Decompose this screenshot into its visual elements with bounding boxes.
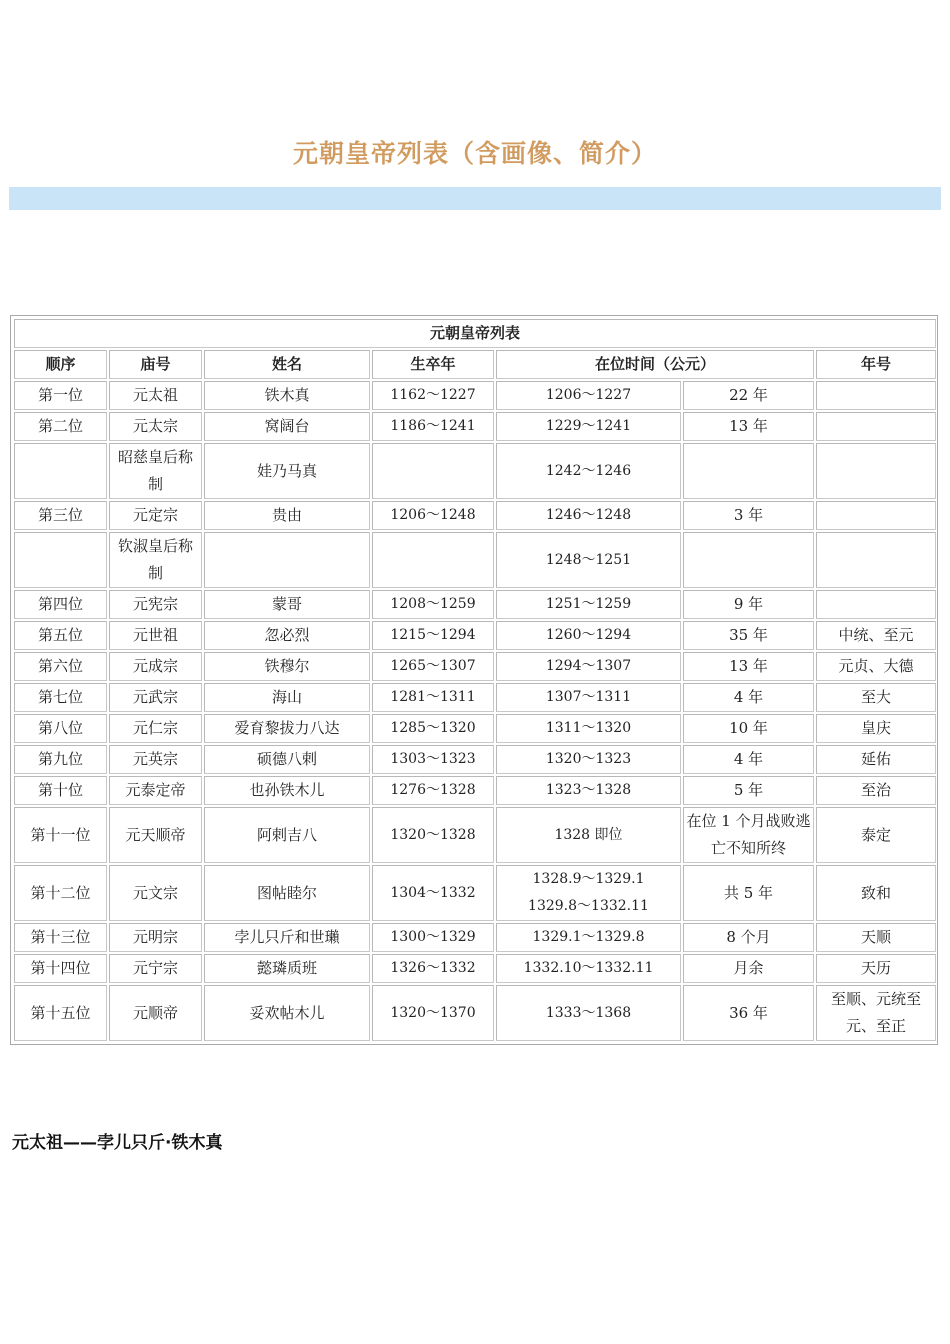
table-row bbox=[14, 621, 936, 650]
table-row bbox=[14, 590, 936, 619]
table-row bbox=[14, 652, 936, 681]
cell-temple-name: 元英宗 bbox=[109, 745, 202, 774]
cell-order: 第四位 bbox=[14, 590, 107, 619]
cell-temple-name: 元定宗 bbox=[109, 501, 202, 530]
table-row bbox=[14, 443, 936, 499]
cell-order: 第十五位 bbox=[14, 985, 107, 1041]
cell-temple-name: 元顺帝 bbox=[109, 985, 202, 1041]
cell-order: 第七位 bbox=[14, 683, 107, 712]
cell-order: 第二位 bbox=[14, 412, 107, 441]
cell-era: 天历 bbox=[816, 954, 936, 983]
cell-temple-name: 元天顺帝 bbox=[109, 807, 202, 863]
cell-name: 懿璘质班 bbox=[204, 954, 370, 983]
cell-lifespan: 1215～1294 bbox=[372, 621, 494, 650]
cell-name: 爱育黎拔力八达 bbox=[204, 714, 370, 743]
cell-name: 铁穆尔 bbox=[204, 652, 370, 681]
cell-era: 至大 bbox=[816, 683, 936, 712]
cell-reign: 1332.10～1332.11 bbox=[496, 954, 681, 983]
cell-lifespan: 1320～1328 bbox=[372, 807, 494, 863]
header-name: 姓名 bbox=[204, 350, 370, 379]
cell-order: 第十三位 bbox=[14, 923, 107, 952]
cell-temple-name: 昭慈皇后称制 bbox=[109, 443, 202, 499]
cell-temple-name: 元泰定帝 bbox=[109, 776, 202, 805]
header-era: 年号 bbox=[816, 350, 936, 379]
cell-name: 蒙哥 bbox=[204, 590, 370, 619]
table-row bbox=[14, 683, 936, 712]
cell-duration: 22 年 bbox=[683, 381, 814, 410]
cell-era: 天顺 bbox=[816, 923, 936, 952]
cell-temple-name: 元世祖 bbox=[109, 621, 202, 650]
cell-duration: 3 年 bbox=[683, 501, 814, 530]
cell-name: 铁木真 bbox=[204, 381, 370, 410]
cell-name: 孛儿只斤和世瓎 bbox=[204, 923, 370, 952]
cell-lifespan: 1320～1370 bbox=[372, 985, 494, 1041]
cell-lifespan: 1300～1329 bbox=[372, 923, 494, 952]
cell-era: 至治 bbox=[816, 776, 936, 805]
section-heading: 元太祖——孛儿只斤·铁木真 bbox=[12, 1133, 223, 1153]
cell-name: 也孙铁木儿 bbox=[204, 776, 370, 805]
cell-duration: 共 5 年 bbox=[683, 865, 814, 921]
cell-name: 忽必烈 bbox=[204, 621, 370, 650]
table-row bbox=[14, 985, 936, 1041]
cell-duration: 36 年 bbox=[683, 985, 814, 1041]
cell-lifespan: 1326～1332 bbox=[372, 954, 494, 983]
cell-era bbox=[816, 532, 936, 588]
cell-reign: 1229～1241 bbox=[496, 412, 681, 441]
cell-order: 第一位 bbox=[14, 381, 107, 410]
table-row bbox=[14, 807, 936, 863]
cell-reign: 1307～1311 bbox=[496, 683, 681, 712]
table-row bbox=[14, 776, 936, 805]
cell-lifespan: 1162～1227 bbox=[372, 381, 494, 410]
table-caption: 元朝皇帝列表 bbox=[14, 319, 936, 348]
cell-lifespan: 1206～1248 bbox=[372, 501, 494, 530]
table-row bbox=[14, 745, 936, 774]
cell-lifespan: 1186～1241 bbox=[372, 412, 494, 441]
cell-duration bbox=[683, 532, 814, 588]
page-title: 元朝皇帝列表（含画像、简介） bbox=[292, 139, 657, 168]
cell-order: 第三位 bbox=[14, 501, 107, 530]
cell-reign: 1311～1320 bbox=[496, 714, 681, 743]
cell-duration: 13 年 bbox=[683, 652, 814, 681]
cell-duration: 9 年 bbox=[683, 590, 814, 619]
cell-lifespan bbox=[372, 443, 494, 499]
cell-era: 皇庆 bbox=[816, 714, 936, 743]
cell-order: 第八位 bbox=[14, 714, 107, 743]
cell-reign: 1260～1294 bbox=[496, 621, 681, 650]
title-divider-bar bbox=[9, 187, 941, 210]
cell-duration: 35 年 bbox=[683, 621, 814, 650]
table-row bbox=[14, 714, 936, 743]
cell-duration: 在位 1 个月战败逃亡不知所终 bbox=[683, 807, 814, 863]
cell-reign: 1329.1～1329.8 bbox=[496, 923, 681, 952]
cell-reign: 1320～1323 bbox=[496, 745, 681, 774]
cell-name: 娃乃马真 bbox=[204, 443, 370, 499]
cell-lifespan: 1276～1328 bbox=[372, 776, 494, 805]
cell-order bbox=[14, 443, 107, 499]
cell-reign: 1328.9～1329.1 1329.8～1332.11 bbox=[496, 865, 681, 921]
cell-era: 中统、至元 bbox=[816, 621, 936, 650]
table-row bbox=[14, 532, 936, 588]
cell-reign: 1206～1227 bbox=[496, 381, 681, 410]
cell-order: 第十二位 bbox=[14, 865, 107, 921]
table-row bbox=[14, 923, 936, 952]
cell-reign: 1328 即位 bbox=[496, 807, 681, 863]
cell-lifespan: 1303～1323 bbox=[372, 745, 494, 774]
cell-era: 延佑 bbox=[816, 745, 936, 774]
cell-lifespan bbox=[372, 532, 494, 588]
header-reign: 在位时间（公元） bbox=[496, 350, 814, 379]
header-order: 顺序 bbox=[14, 350, 107, 379]
table-row bbox=[14, 865, 936, 921]
cell-order bbox=[14, 532, 107, 588]
table-body bbox=[14, 381, 936, 1041]
cell-duration: 8 个月 bbox=[683, 923, 814, 952]
cell-lifespan: 1208～1259 bbox=[372, 590, 494, 619]
cell-reign: 1294～1307 bbox=[496, 652, 681, 681]
cell-name: 窝阔台 bbox=[204, 412, 370, 441]
cell-reign: 1323～1328 bbox=[496, 776, 681, 805]
cell-era bbox=[816, 412, 936, 441]
cell-duration: 13 年 bbox=[683, 412, 814, 441]
cell-name: 海山 bbox=[204, 683, 370, 712]
cell-lifespan: 1265～1307 bbox=[372, 652, 494, 681]
cell-duration bbox=[683, 443, 814, 499]
cell-era bbox=[816, 381, 936, 410]
cell-temple-name: 元武宗 bbox=[109, 683, 202, 712]
cell-temple-name: 钦淑皇后称制 bbox=[109, 532, 202, 588]
cell-order: 第十四位 bbox=[14, 954, 107, 983]
cell-temple-name: 元太祖 bbox=[109, 381, 202, 410]
cell-temple-name: 元太宗 bbox=[109, 412, 202, 441]
table-header-row bbox=[14, 350, 936, 379]
cell-name: 妥欢帖木儿 bbox=[204, 985, 370, 1041]
cell-reign: 1333～1368 bbox=[496, 985, 681, 1041]
cell-lifespan: 1285～1320 bbox=[372, 714, 494, 743]
cell-order: 第九位 bbox=[14, 745, 107, 774]
cell-name: 图帖睦尔 bbox=[204, 865, 370, 921]
cell-order: 第十一位 bbox=[14, 807, 107, 863]
emperor-table-frame bbox=[10, 315, 938, 1045]
cell-temple-name: 元宪宗 bbox=[109, 590, 202, 619]
cell-era: 泰定 bbox=[816, 807, 936, 863]
cell-temple-name: 元明宗 bbox=[109, 923, 202, 952]
cell-temple-name: 元宁宗 bbox=[109, 954, 202, 983]
table-row bbox=[14, 954, 936, 983]
cell-era: 至顺、元统至元、至正 bbox=[816, 985, 936, 1041]
cell-duration: 5 年 bbox=[683, 776, 814, 805]
cell-duration: 4 年 bbox=[683, 745, 814, 774]
cell-duration: 4 年 bbox=[683, 683, 814, 712]
cell-name bbox=[204, 532, 370, 588]
cell-temple-name: 元仁宗 bbox=[109, 714, 202, 743]
header-lifespan: 生卒年 bbox=[372, 350, 494, 379]
cell-era: 元贞、大德 bbox=[816, 652, 936, 681]
header-temple-name: 庙号 bbox=[109, 350, 202, 379]
cell-duration: 月余 bbox=[683, 954, 814, 983]
cell-temple-name: 元成宗 bbox=[109, 652, 202, 681]
cell-era bbox=[816, 443, 936, 499]
table-row bbox=[14, 412, 936, 441]
cell-reign: 1246～1248 bbox=[496, 501, 681, 530]
cell-lifespan: 1304～1332 bbox=[372, 865, 494, 921]
cell-order: 第六位 bbox=[14, 652, 107, 681]
cell-temple-name: 元文宗 bbox=[109, 865, 202, 921]
cell-duration: 10 年 bbox=[683, 714, 814, 743]
cell-reign: 1242～1246 bbox=[496, 443, 681, 499]
cell-order: 第十位 bbox=[14, 776, 107, 805]
cell-lifespan: 1281～1311 bbox=[372, 683, 494, 712]
emperor-table bbox=[12, 317, 938, 1043]
cell-era: 致和 bbox=[816, 865, 936, 921]
cell-name: 硕德八剌 bbox=[204, 745, 370, 774]
cell-era bbox=[816, 590, 936, 619]
table-row bbox=[14, 501, 936, 530]
cell-era bbox=[816, 501, 936, 530]
cell-name: 贵由 bbox=[204, 501, 370, 530]
cell-name: 阿剌吉八 bbox=[204, 807, 370, 863]
cell-order: 第五位 bbox=[14, 621, 107, 650]
cell-reign: 1251～1259 bbox=[496, 590, 681, 619]
table-row bbox=[14, 381, 936, 410]
cell-reign: 1248～1251 bbox=[496, 532, 681, 588]
